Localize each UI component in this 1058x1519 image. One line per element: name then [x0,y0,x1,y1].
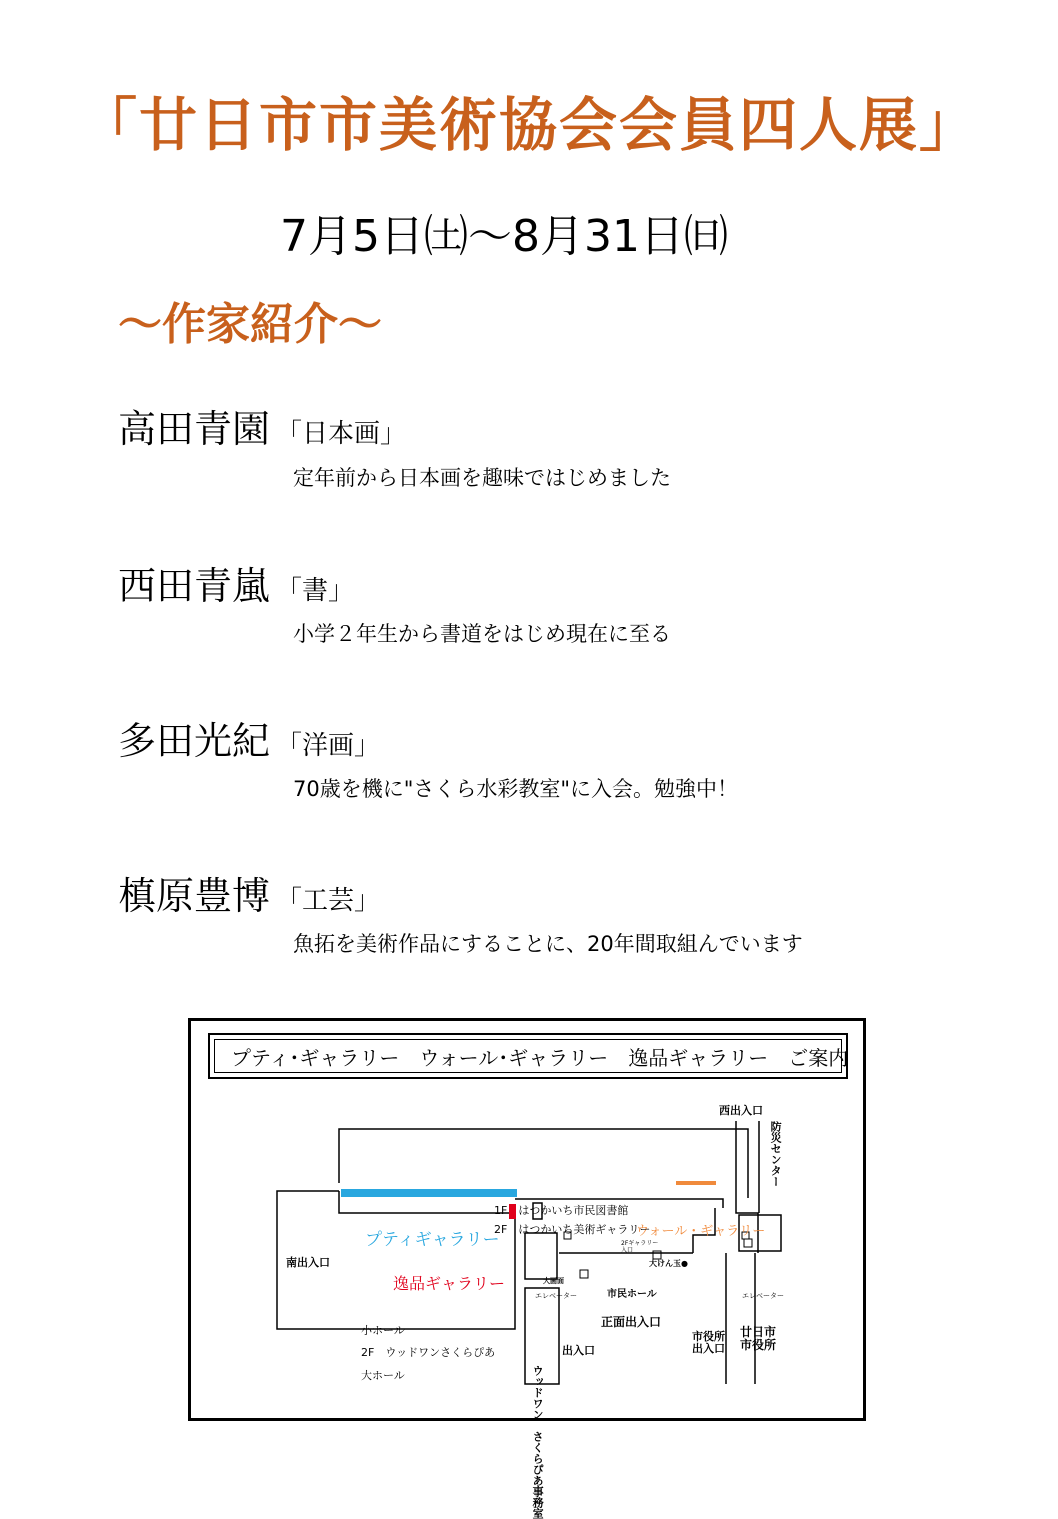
map-header-text: プティ･ギャラリー ウォール･ギャラリー 逸品ギャラリー ご案内 [214,1039,842,1073]
small-hall-label: 小ホール [361,1324,405,1337]
petit-gallery-label: プティギャラリー [365,1230,500,1250]
exhibition-dates: 7月5日㈯～8月31日㈰ [280,211,728,262]
main-entrance-label: 正面出入口 [601,1315,662,1329]
big-screen-label: 大画面 [543,1277,564,1285]
artist-description: 魚拓を美術作品にすることに、20年間取組んでいます [293,932,803,956]
museum-label: 2F はつかいち美術ギャラリー [494,1223,651,1236]
artist-genre: 「洋画」 [276,731,381,761]
elevator-left-label: エレベーター [535,1292,577,1300]
ippin-gallery-label: 逸品ギャラリー [393,1274,506,1293]
artist-heading [118,865,380,920]
city-hall-label: 廿日市 市役所 [740,1325,777,1353]
south-entrance-label: 南出入口 [286,1256,330,1269]
artist-genre: 「日本画」 [276,419,407,449]
artist-heading [118,555,354,610]
city-hall-entrance-label: 市役所 出入口 [692,1330,725,1356]
citizens-hall-label: 市民ホール [607,1289,657,1300]
artist-genre: 「書」 [276,576,355,606]
gallery-map [188,1018,866,1519]
artist-description: 70歳を機に"さくら水彩教室"に入会。勉強中！ [293,777,739,801]
daikendama-label: 大けん玉● [649,1259,688,1268]
artist-genre: 「工芸」 [276,886,381,916]
artist-name: 多田光紀 [118,719,271,763]
wall-gallery-label: ウォール・ギャラリー [636,1224,766,1239]
artist-intro-heading: ～作家紹介～ [118,299,382,350]
artist-name: 槙原豊博 [118,874,271,918]
west-entrance-label: 西出入口 [719,1104,763,1117]
artist-description: 小学２年生から書道をはじめ現在に至る [293,622,671,646]
map-labels [191,1021,863,1519]
exit-label: 出入口 [562,1344,595,1357]
disaster-center-label: 防災センター [769,1121,783,1187]
library-label: 1F はつかいち市民図書館 [494,1204,629,1217]
office-label: ウッドワン さくらぴあ事務室 [531,1365,545,1519]
woodone-label: 2F ウッドワンさくらぴあ [361,1346,496,1359]
elevator-right-label: エレベーター [742,1292,784,1300]
artist-description: 定年前から日本画を趣味ではじめました [293,466,671,490]
large-hall-label: 大ホール [361,1369,405,1382]
artist-heading [118,710,380,765]
artist-name: 高田青園 [118,407,271,451]
page-title: 「廿日市市美術協会会員四人展」 [78,91,979,159]
gallery-entrance-label: 2Fギャラリー 入口 [621,1240,659,1254]
artist-name: 西田青嵐 [118,564,271,608]
artist-heading [118,398,406,453]
